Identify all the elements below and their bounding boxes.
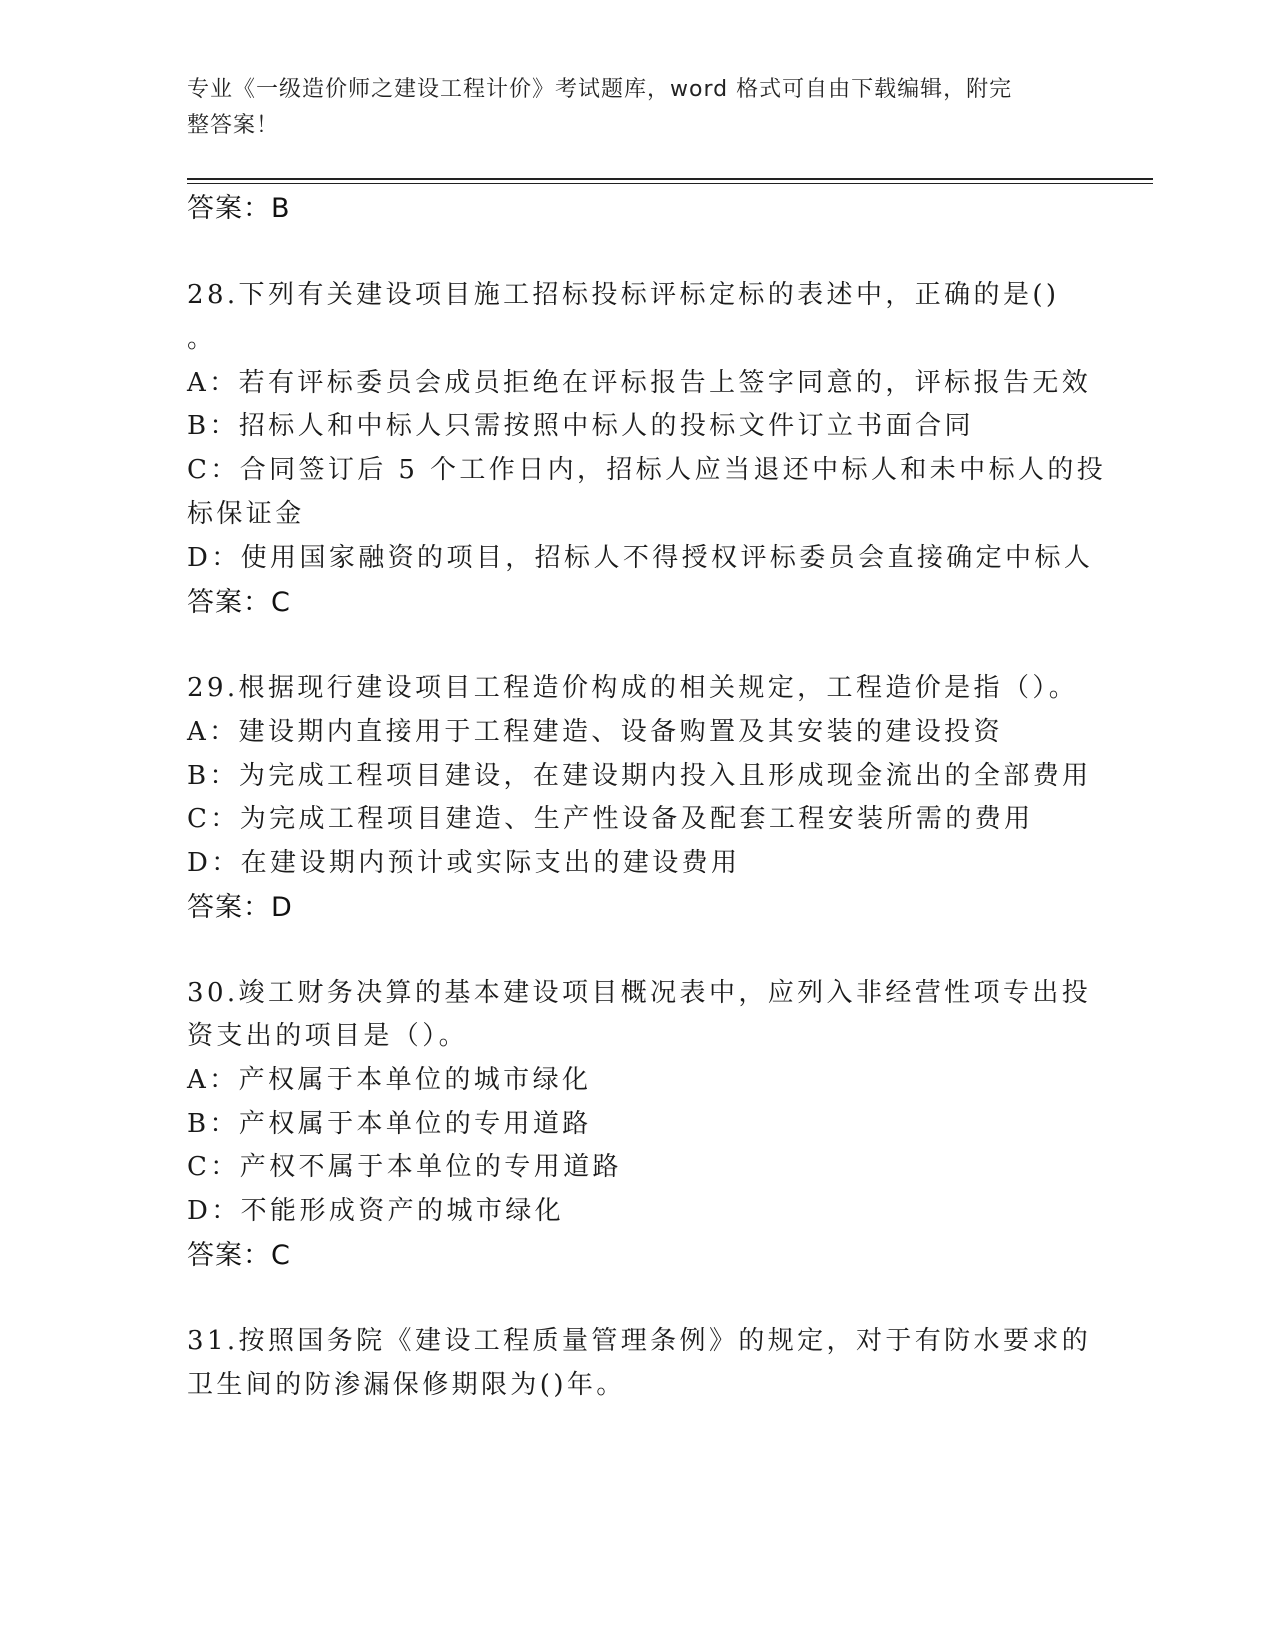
header-line-2: 整答案！: [187, 113, 280, 138]
option-b: B：为完成工程项目建设，在建设期内投入且形成现金流出的全部费用: [187, 761, 1092, 791]
option-a: A：建设期内直接用于工程建造、设备购置及其安装的建设投资: [187, 717, 1003, 747]
option-a: A：若有评标委员会成员拒绝在评标报告上签字同意的，评标报告无效: [187, 368, 1092, 398]
header-divider-thin: [187, 183, 1153, 184]
question-stem: 29.根据现行建设项目工程造价构成的相关规定，工程造价是指（）。: [187, 673, 1079, 703]
page-header: [187, 72, 1067, 144]
option-b: B：招标人和中标人只需按照中标人的投标文件订立书面合同: [187, 411, 974, 441]
option-b: B：产权属于本单位的专用道路: [187, 1109, 592, 1139]
question-stem-continued: 。: [187, 324, 217, 354]
answer-30: 答案：C: [187, 1240, 291, 1271]
question-stem-continued: 资支出的项目是（）。: [187, 1021, 469, 1051]
answer-28: 答案：C: [187, 587, 291, 618]
question-stem-continued: 卫生间的防渗漏保修期限为()年。: [187, 1370, 626, 1400]
option-d: D：在建设期内预计或实际支出的建设费用: [187, 848, 741, 878]
option-c-continued: 标保证金: [187, 499, 305, 529]
header-divider: [187, 178, 1153, 180]
option-c: C：合同签订后 5 个工作日内，招标人应当退还中标人和未中标人的投: [187, 455, 1107, 485]
answer-29: 答案：D: [187, 892, 293, 923]
option-d: D：使用国家融资的项目，招标人不得授权评标委员会直接确定中标人: [187, 543, 1094, 573]
option-c: C：为完成工程项目建造、生产性设备及配套工程安装所需的费用: [187, 804, 1034, 834]
option-c: C：产权不属于本单位的专用道路: [187, 1152, 622, 1182]
option-d: D：不能形成资产的城市绿化: [187, 1196, 565, 1226]
question-stem: 30.竣工财务决算的基本建设项目概况表中，应列入非经营性项专出投: [187, 978, 1092, 1008]
answer-27: 答案：B: [187, 193, 291, 224]
question-stem: 28.下列有关建设项目施工招标投标评标定标的表述中，正确的是(): [187, 280, 1060, 310]
option-a: A：产权属于本单位的城市绿化: [187, 1065, 592, 1095]
question-stem: 31.按照国务院《建设工程质量管理条例》的规定，对于有防水要求的: [187, 1326, 1092, 1356]
header-line-1: 专业《一级造价师之建设工程计价》考试题库，word 格式可自由下载编辑，附完: [187, 77, 1013, 102]
